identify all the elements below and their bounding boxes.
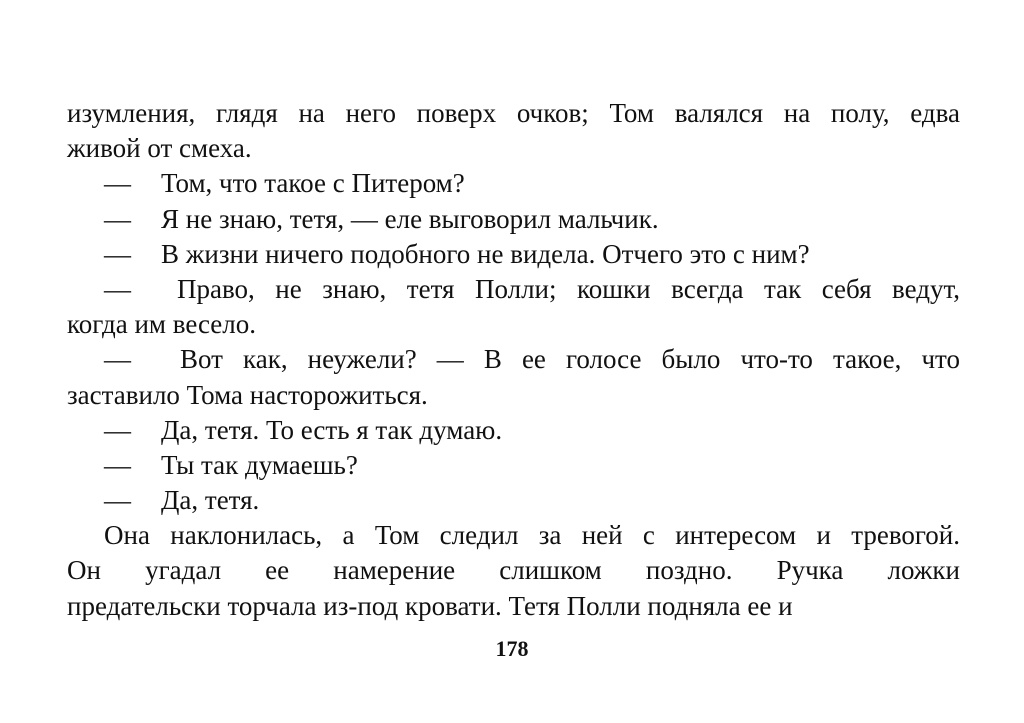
- paragraph-line: предательски торчала из-под кровати. Тетя Полли подняла ее и: [67, 590, 793, 621]
- text-line: когда им весело.: [67, 309, 256, 340]
- em-dash: —: [104, 273, 131, 304]
- paragraph-line: Она наклонилась, а Том следил за ней с интересом и тревогой.: [104, 520, 960, 551]
- em-dash: —: [104, 238, 131, 269]
- em-dash: —: [104, 485, 131, 516]
- em-dash: —: [104, 344, 131, 375]
- paragraph-line: Он угадал ее намерение слишком поздно. Ручка ложки: [67, 555, 960, 586]
- dialogue-text: Я не знаю, тетя, — еле выговорил мальчик.: [161, 203, 659, 234]
- dialogue-line: [67, 342, 960, 377]
- text-line: живой от смеха.: [67, 133, 252, 164]
- dialogue-text: Ты так думаешь?: [161, 449, 358, 480]
- dialogue-text: Право, не знаю, тетя Полли; кошки всегда так себя ведут,: [177, 273, 960, 304]
- dialogue-text: Том, что такое с Питером?: [161, 168, 465, 199]
- em-dash: —: [104, 414, 131, 445]
- dialogue-line: [67, 272, 960, 307]
- page-body: [67, 96, 960, 624]
- dialogue-line: [67, 413, 960, 448]
- dialogue-line: [67, 202, 960, 237]
- dialogue-text: В жизни ничего подобного не видела. Отчего это с ним?: [161, 238, 810, 269]
- dialogue-text: Да, тетя.: [161, 485, 260, 516]
- em-dash: —: [104, 168, 131, 199]
- dialogue-line: [67, 448, 960, 483]
- dialogue-line: [67, 166, 960, 201]
- em-dash: —: [104, 449, 131, 480]
- em-dash: —: [104, 203, 131, 234]
- dialogue-line: [67, 483, 960, 518]
- dialogue-line: [67, 237, 960, 272]
- page-number: 178: [495, 636, 529, 661]
- text-line: изумления, глядя на него поверх очков; Том валялся на полу, едва: [67, 98, 960, 128]
- dialogue-text: Да, тетя. То есть я так думаю.: [161, 414, 503, 445]
- dialogue-text: Вот как, неужели? — В ее голосе было что-то такое, что: [180, 344, 960, 375]
- text-line: заставило Тома насторожиться.: [67, 379, 428, 410]
